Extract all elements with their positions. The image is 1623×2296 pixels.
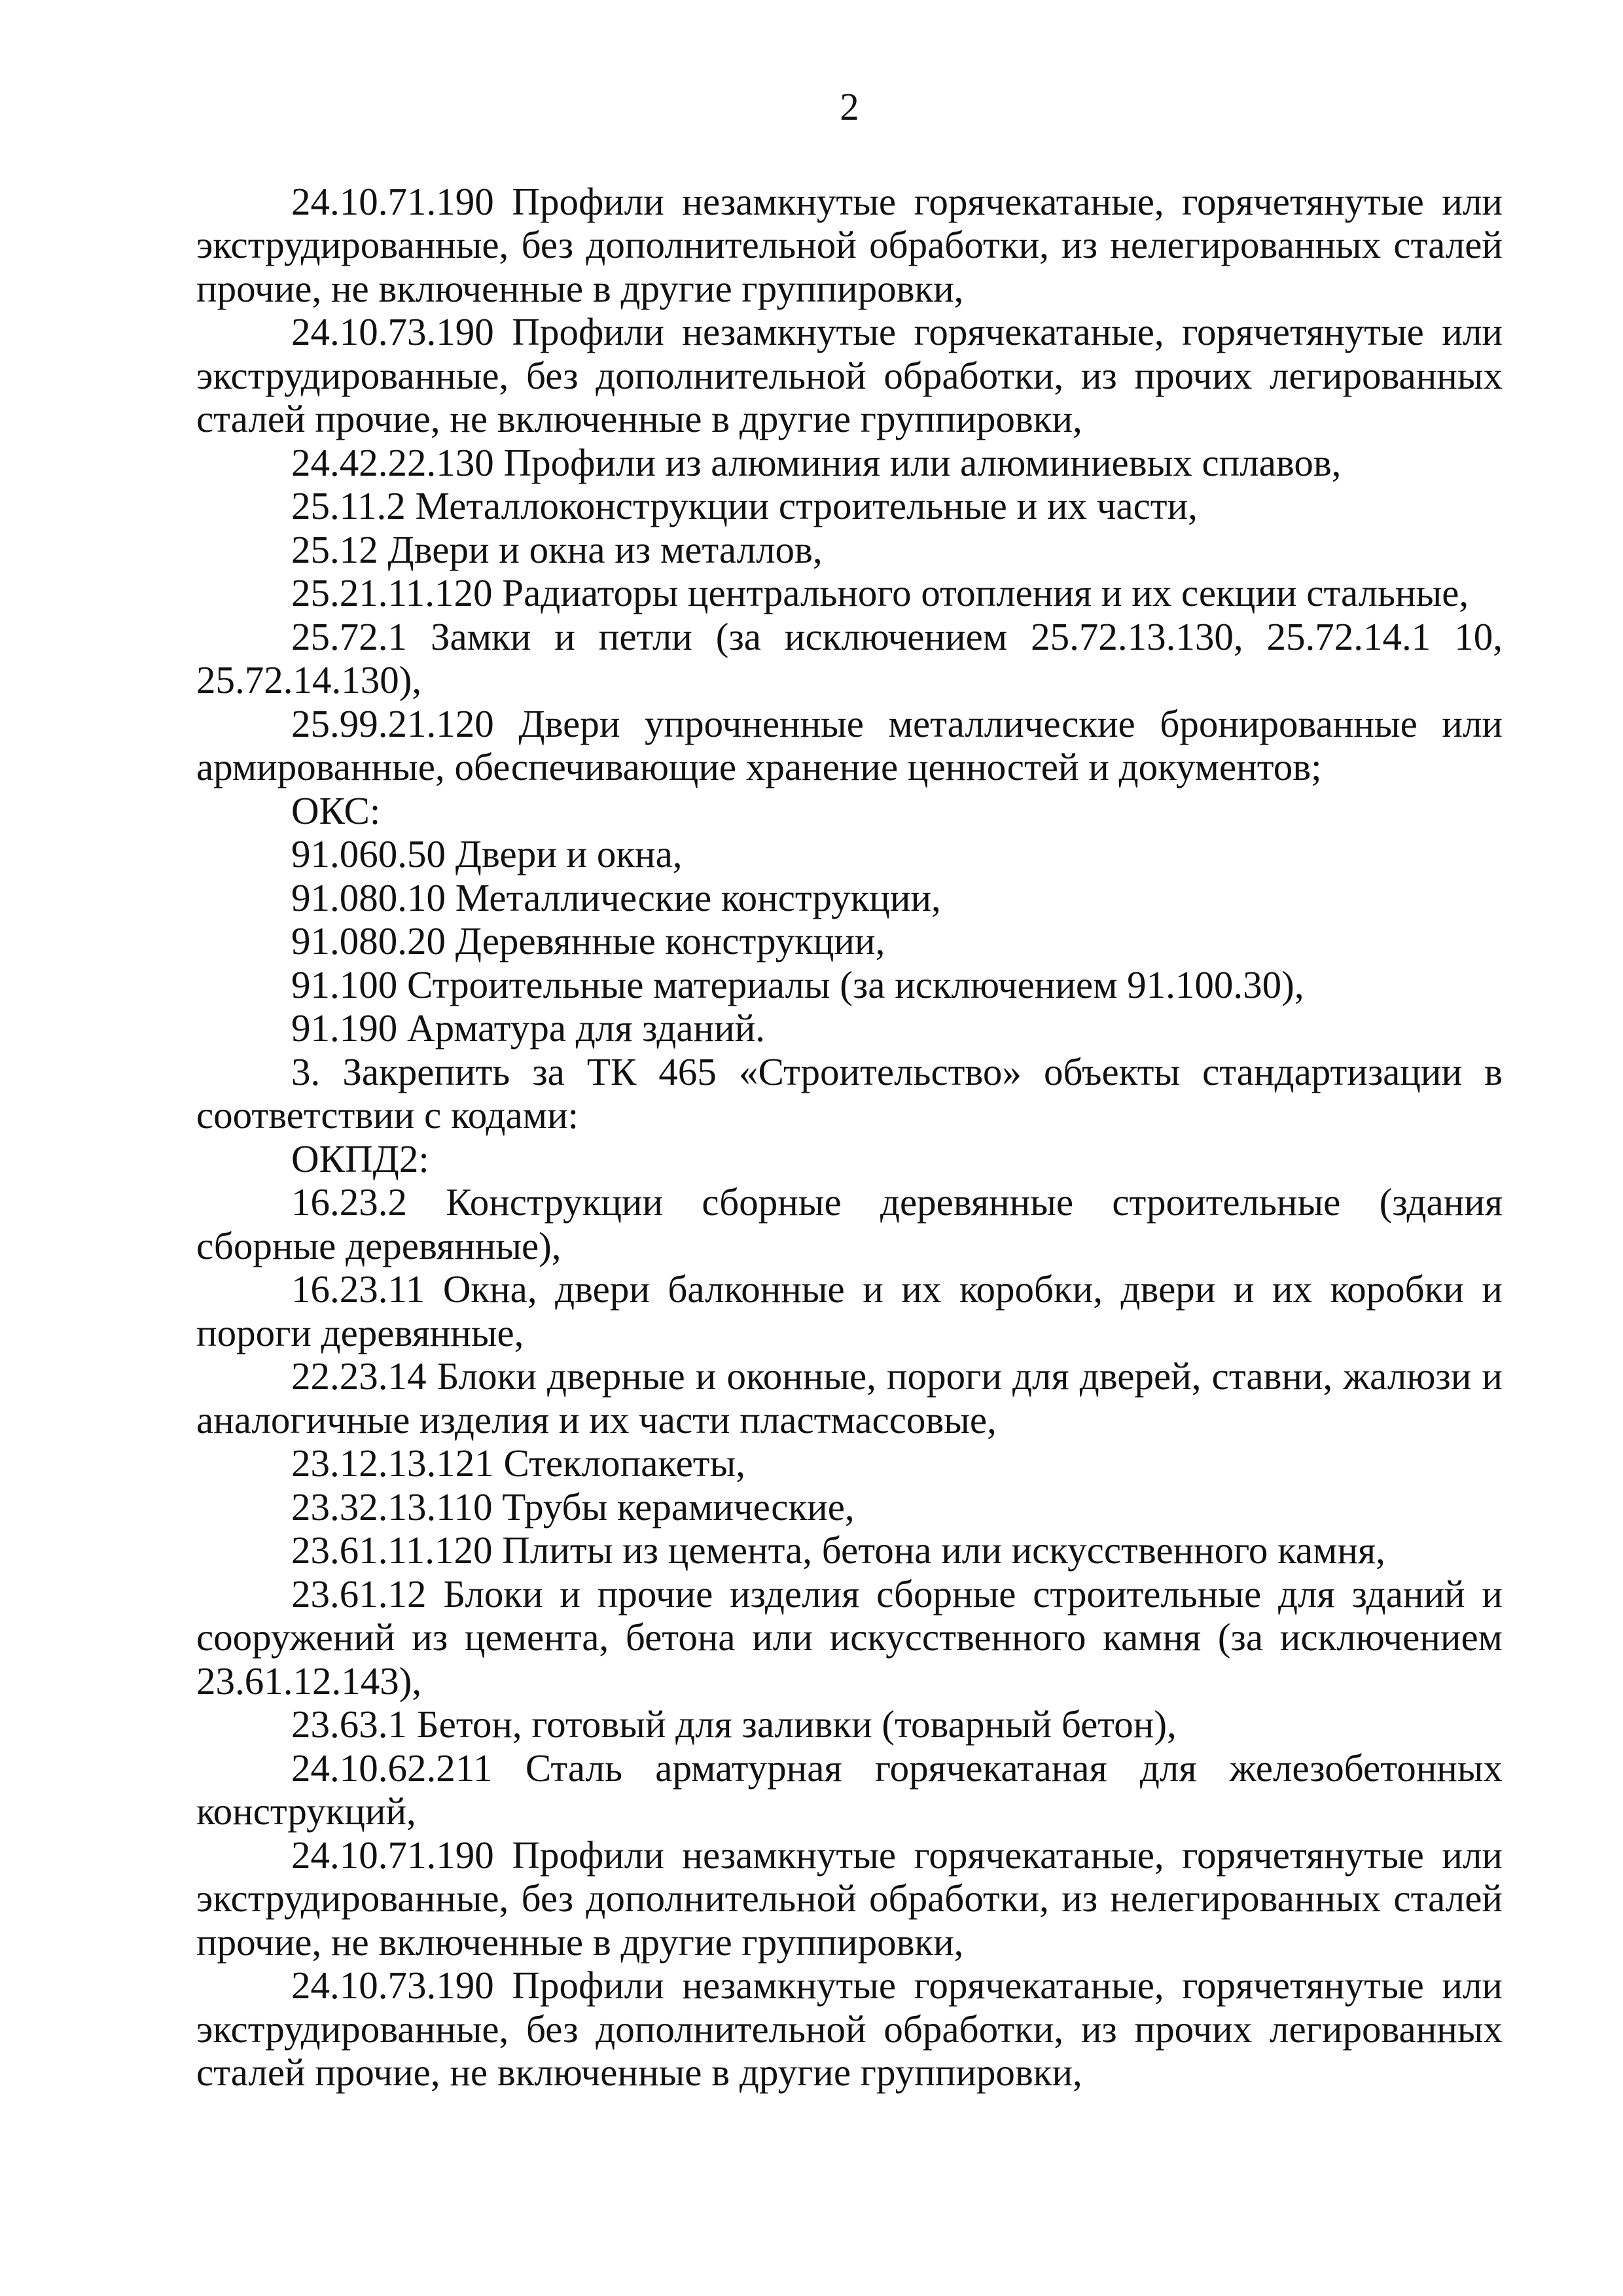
paragraph-okpd-24-10-73-190-repeat: 24.10.73.190 Профили незамкнутые горячекатаные, горячетянутые или экструдированные, без дополнительной обработки, из прочих легированных сталей прочие, не включенные в другие группировки, (196, 1964, 1503, 2094)
paragraph-okpd-25-21-11-120: 25.21.11.120 Радиаторы центрального отопления и их секции стальные, (291, 571, 1469, 614)
paragraph-okpd-24-42-22-130: 24.42.22.130 Профили из алюминия или алюминиевых сплавов, (291, 440, 1342, 484)
paragraph-oks-91-080-10: 91.080.10 Металлические конструкции, (291, 875, 941, 919)
paragraph-item-3: 3. Закрепить за ТК 465 «Строительство» объекты стандартизации в соответствии с кодами: (196, 1050, 1503, 1137)
paragraph-okpd-23-61-11-120: 23.61.11.120 Плиты из цемента, бетона или искусственного камня, (291, 1528, 1385, 1572)
paragraph-okpd-25-72-1: 25.72.1 Замки и петли (за исключением 25.72.13.130, 25.72.14.1 10, 25.72.14.130), (196, 614, 1503, 701)
paragraph-okpd-25-11-2: 25.11.2 Металлоконструкции строительные и их части, (291, 484, 1198, 527)
paragraph-okpd-24-10-71-190: 24.10.71.190 Профили незамкнутые горячекатаные, горячетянутые или экструдированные, без дополнительной обработки, из нелегированных сталей прочие, не включенные в другие группировки, (196, 179, 1503, 310)
paragraph-okpd-23-61-12: 23.61.12 Блоки и прочие изделия сборные строительные для зданий и сооружений из цемента, бетона или искусственного камня (за исключением 23.61.12.143), (196, 1572, 1503, 1703)
paragraph-okpd-16-23-11: 16.23.11 Окна, двери балконные и их коробки, двери и их коробки и пороги деревянные, (196, 1267, 1503, 1354)
paragraph-okpd-23-12-13-121: 23.12.13.121 Стеклопакеты, (291, 1441, 745, 1485)
paragraph-oks-91-060-50: 91.060.50 Двери и окна, (291, 832, 683, 875)
paragraph-okpd-24-10-62-211: 24.10.62.211 Сталь арматурная горячекатаная для железобетонных конструкций, (196, 1746, 1503, 1833)
paragraph-oks-91-100: 91.100 Строительные материалы (за исключением 91.100.30), (291, 963, 1304, 1006)
paragraph-okpd-23-63-1: 23.63.1 Бетон, готовый для заливки (товарный бетон), (291, 1703, 1177, 1746)
paragraph-okpd-24-10-73-190: 24.10.73.190 Профили незамкнутые горячекатаные, горячетянутые или экструдированные, без дополнительной обработки, из прочих легированных сталей прочие, не включенные в другие группировки, (196, 310, 1503, 440)
paragraph-oks-91-190: 91.190 Арматура для зданий. (291, 1006, 766, 1050)
section-label-okpd2: ОКПД2: (291, 1137, 429, 1180)
paragraph-okpd-23-32-13-110: 23.32.13.110 Трубы керамические, (291, 1485, 855, 1528)
paragraph-okpd-25-99-21-120: 25.99.21.120 Двери упрочненные металлические бронированные или армированные, обеспечивающие хранение ценностей и документов; (196, 701, 1503, 788)
paragraph-okpd-22-23-14: 22.23.14 Блоки дверные и оконные, пороги для дверей, ставни, жалюзи и аналогичные изделия и их части пластмассовые, (196, 1354, 1503, 1441)
paragraph-okpd-24-10-71-190-repeat: 24.10.71.190 Профили незамкнутые горячекатаные, горячетянутые или экструдированные, без дополнительной обработки, из нелегированных сталей прочие, не включенные в другие группировки, (196, 1833, 1503, 1964)
paragraph-okpd-16-23-2: 16.23.2 Конструкции сборные деревянные строительные (здания сборные деревянные), (196, 1180, 1503, 1267)
page-number: 2 (840, 85, 859, 128)
paragraph-okpd-25-12: 25.12 Двери и окна из металлов, (291, 527, 823, 571)
document-page (196, 85, 1503, 2094)
section-label-oks: ОКС: (291, 788, 381, 832)
paragraph-oks-91-080-20: 91.080.20 Деревянные конструкции, (291, 919, 885, 963)
